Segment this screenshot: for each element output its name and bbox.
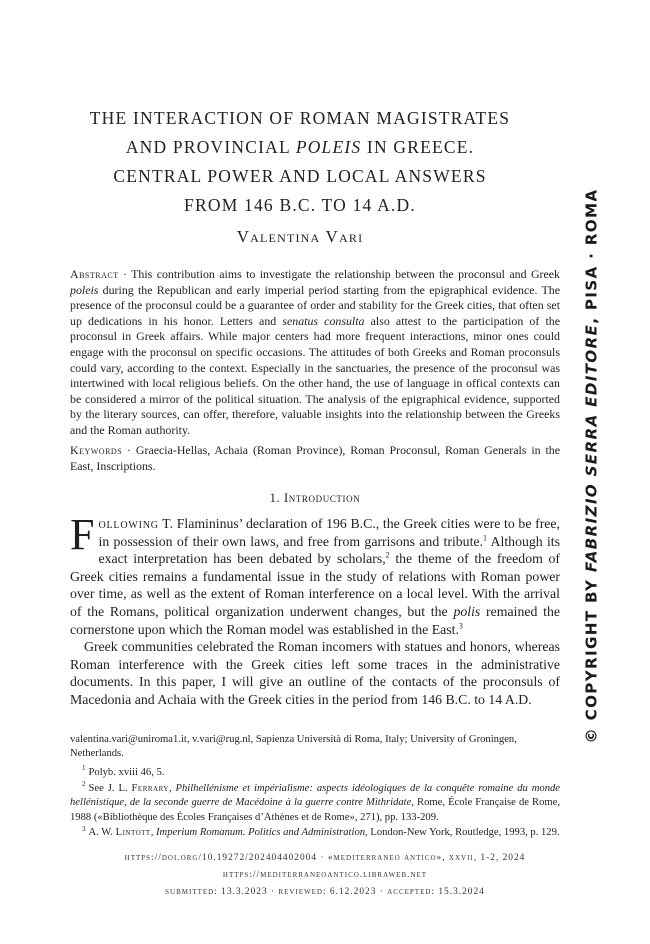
footnote-ref-3[interactable]: 3 <box>458 620 463 630</box>
title-line-2-poleis: POLEIS <box>295 137 362 157</box>
footnote-2-post: , Rome, École Française de Rome, 1988 («Bibliothèque des Écoles Françaises d’Athènes et de Rome», 271), pp. 133-209. <box>70 797 560 823</box>
footnote-2-sep: , <box>168 782 176 794</box>
submission-dates: submitted: 13.3.2023 · reviewed: 6.12.2023 · accepted: 15.3.2024 <box>165 887 485 897</box>
footnote-3-author: Lintott <box>115 827 151 839</box>
keywords-separator: · <box>122 443 136 457</box>
keywords-label: Keywords <box>70 443 123 457</box>
footnote-2-number: 2 <box>82 780 86 789</box>
body-paragraph-2: Greek communities celebrated the Roman incomers with statues and honors, whereas Roman interference with the Greek cities left some traces in the administrative documents. In this paper, I will give an outline of the contacts of the proconsuls of Macedonia and Achaia with the Greek cities in the period from 146 B.C. to 14 A.D. <box>70 639 560 707</box>
abstract-separator: · <box>118 267 132 281</box>
title-line-1: THE INTERACTION OF ROMAN MAGISTRATES <box>89 108 511 128</box>
abstract <box>70 267 560 439</box>
footnote-3 <box>70 826 560 841</box>
body-paragraph-1 <box>70 510 561 638</box>
article-body <box>70 510 561 709</box>
copyright-notice <box>582 189 600 744</box>
paragraph-1-text-c: the theme of the freedom of Greek cities remains a fundamental issue in the study of relations with Roman power over time, as well as the extent of Roman interference on a local level. With the arrival of the Romans, political organization underwent changes, but the <box>70 551 560 619</box>
footnote-3-sep: , <box>150 827 157 839</box>
footnote-2-title: Philhellénisme et impérialisme: aspects idéologiques de la conquête romaine du monde hellénistique, de la seconde guerre de Macédoine à la guerre contre Mithridate <box>70 782 560 809</box>
title-line-2 <box>40 133 560 162</box>
footnote-ref-2[interactable]: 2 <box>385 550 390 560</box>
lead-in-word: ollowing <box>98 516 159 531</box>
title-line-3: CENTRAL POWER AND LOCAL ANSWERS <box>113 166 487 186</box>
copyright-sidebar <box>576 188 606 744</box>
footnote-ref-1[interactable]: 1 <box>483 533 487 542</box>
journal-url[interactable]: https://mediterraneoantico.libraweb.net <box>222 870 428 880</box>
footnote-2-pre: See J. L. <box>88 782 132 794</box>
footnote-2-author: Ferrary <box>131 782 169 794</box>
title-line-4: FROM 146 B.C. TO 14 A.D. <box>184 195 416 215</box>
footnote-1-number: 1 <box>82 764 86 773</box>
abstract-emphasis-poleis: poleis <box>70 282 99 297</box>
author-affiliation-note: valentina.vari@uniroma1.it, v.vari@rug.nl, Sapienza Università di Roma, Italy; University of Groningen, Netherlands. <box>70 734 517 759</box>
paragraph-1-emphasis-polis: polis <box>453 603 481 619</box>
footnote-3-post: , London-New York, Routledge, 1993, p. 129. <box>365 827 560 839</box>
footnote-3-pre: A. W. <box>88 827 116 839</box>
footnote-1 <box>70 766 560 781</box>
author-name: Valentina Vari <box>236 227 364 246</box>
section-number: 1. <box>269 491 284 505</box>
footnote-1-text: Polyb. xviii 46, 5. <box>88 767 165 778</box>
paragraph-1-text-a: T. Flamininus’ declaration of 196 B.C., the Greek cities were to be free, in possession of their own laws, and free from garrisons and tribute. <box>98 516 560 549</box>
doi-line[interactable]: https://doi.org/10.19272/202404402004 · «mediterraneo antico», xxvii, 1-2, 2024 <box>124 853 526 863</box>
article-title <box>40 104 560 220</box>
paragraph-1-text-d: remained the cornerstone upon which the Roman model was established in the East. <box>70 603 560 637</box>
copyright-post: , PISA · ROMA <box>582 188 601 324</box>
keywords-text: Graecia-Hellas, Achaia (Roman Province), Roman Proconsul, Roman Generals in the East, Inscriptions. <box>70 443 560 473</box>
section-title: Introduction <box>283 491 361 505</box>
abstract-emphasis-senatus: senatus consulta <box>282 313 365 328</box>
footnote-3-number: 3 <box>82 824 86 833</box>
footnotes <box>70 766 560 842</box>
title-line-2-post: IN GREECE. <box>361 137 475 157</box>
abstract-text-3: also attest to the participation of the proconsul in Greek affairs. While major centers had more frequent interactions, minor ones could engage with the proconsul on specific occasions. The attitudes of both Greeks and Roman proconsuls could vary, according to the context. Especially in the sanctuaries, the presence of the proconsul was intertwined with local religious beliefs. On the other hand, the use of language in offical contexts can be considered a mirror of the political situation. The analysis of the epigraphical evidence, supported by the literary sources, can offer, therefore, valuable insights into the relationship between the Greeks and the Roman authority. <box>70 313 560 437</box>
section-heading <box>70 491 560 506</box>
keywords <box>70 443 560 474</box>
paragraph-1-text-b: Although its exact interpretation has been debated by scholars, <box>98 533 561 567</box>
drop-cap: F <box>70 510 95 559</box>
abstract-text-1: This contribution aims to investigate the relationship between the proconsul and Greek <box>131 267 560 281</box>
abstract-text-2: during the Republican and early imperial period starting from the epigraphical evidence. The presence of the proconsul could be a guarantee of order and stability for the Greek cities, that often set up dedications in his honor. Letters and <box>70 282 560 328</box>
abstract-label: Abstract <box>70 267 119 281</box>
footnote-3-title: Imperium Romanum. Politics and Administration <box>156 827 366 839</box>
title-line-2-pre: AND PROVINCIAL <box>125 137 296 157</box>
footnote-2 <box>70 782 560 826</box>
copyright-publisher: FABRIZIO SERRA EDITORE <box>582 323 601 573</box>
copyright-pre: © COPYRIGHT BY <box>582 572 601 744</box>
